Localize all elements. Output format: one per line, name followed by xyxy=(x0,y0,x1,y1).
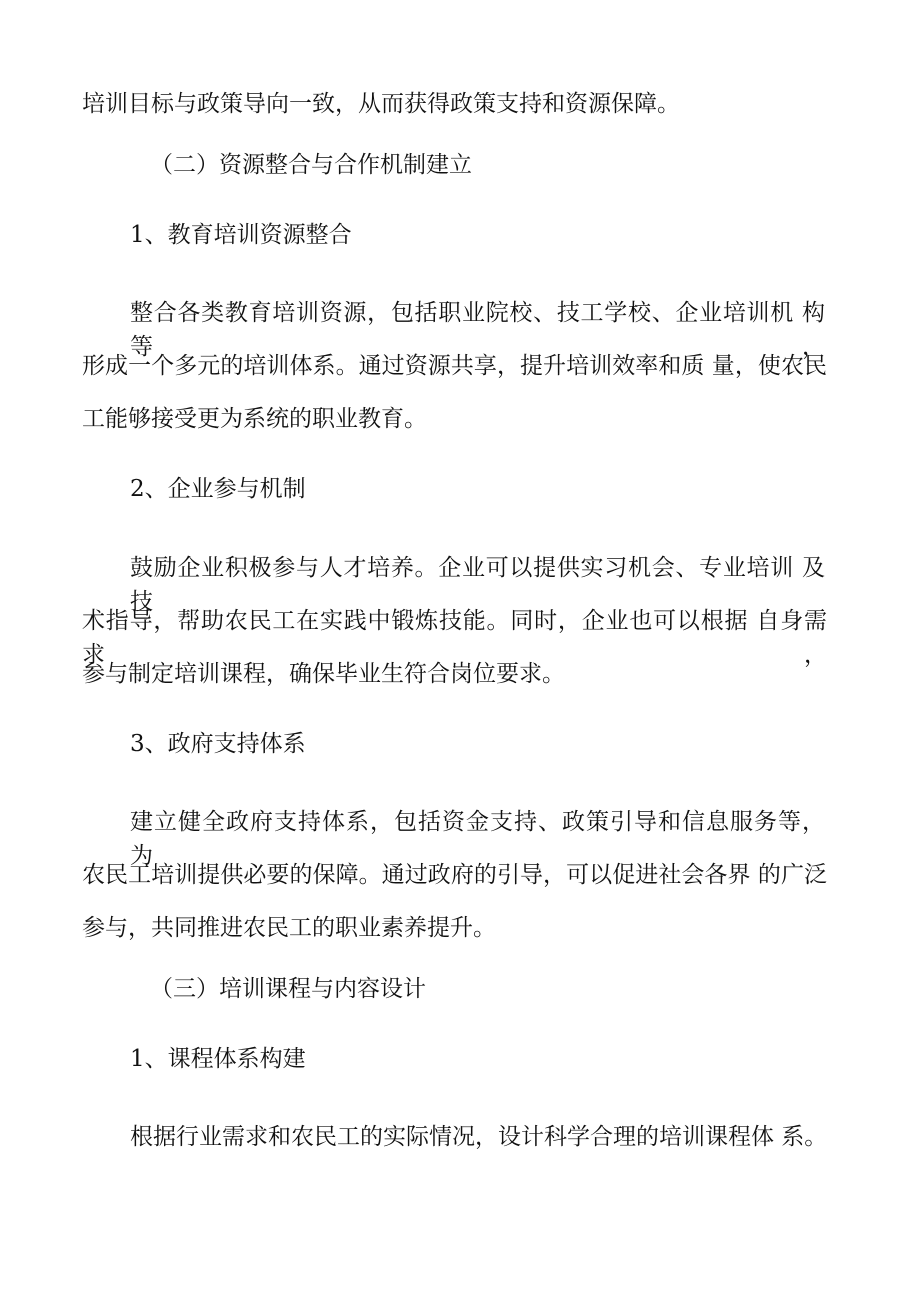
body-line: 参与制定培训课程，确保毕业生符合岗位要求。 xyxy=(82,661,565,687)
body-line: 农民工培训提供必要的保障。通过政府的引导，可以促进社会各界 的广泛 xyxy=(82,862,827,888)
section-heading-3: （三）培训课程与内容设计 xyxy=(150,976,426,1002)
subheading-curriculum-system: 1、课程体系构建 xyxy=(130,1046,306,1072)
continuation-line: 培训目标与政策导向一致，从而获得政策支持和资源保障。 xyxy=(82,91,680,117)
subheading-government-support: 3、政府支持体系 xyxy=(130,731,306,757)
section-heading-2: （二）资源整合与合作机制建立 xyxy=(150,152,472,178)
subheading-enterprise-participation: 2、企业参与机制 xyxy=(130,476,306,502)
body-line: 形成一个多元的培训体系。通过资源共享，提升培训效率和质 量，使农民 xyxy=(82,353,827,379)
subheading-resource-integration: 1、教育培训资源整合 xyxy=(130,222,352,248)
body-line: 鼓励企业积极参与人才培养。企业可以提供实习机会、专业培训 及技 xyxy=(130,555,825,615)
body-line: 术指导，帮助农民工在实践中锻炼技能。同时，企业也可以根据 自身需求， xyxy=(82,608,827,668)
body-line: 工能够接受更为系统的职业教育。 xyxy=(82,406,427,432)
body-line: 建立健全政府支持体系，包括资金支持、政策引导和信息服务等， 为 xyxy=(130,809,825,869)
body-line: 整合各类教育培训资源，包括职业院校、技工学校、企业培训机 构等， xyxy=(130,300,825,360)
body-line: 参与，共同推进农民工的职业素养提升。 xyxy=(82,915,496,941)
body-line: 根据行业需求和农民工的实际情况，设计科学合理的培训课程体 系。 xyxy=(130,1124,828,1150)
